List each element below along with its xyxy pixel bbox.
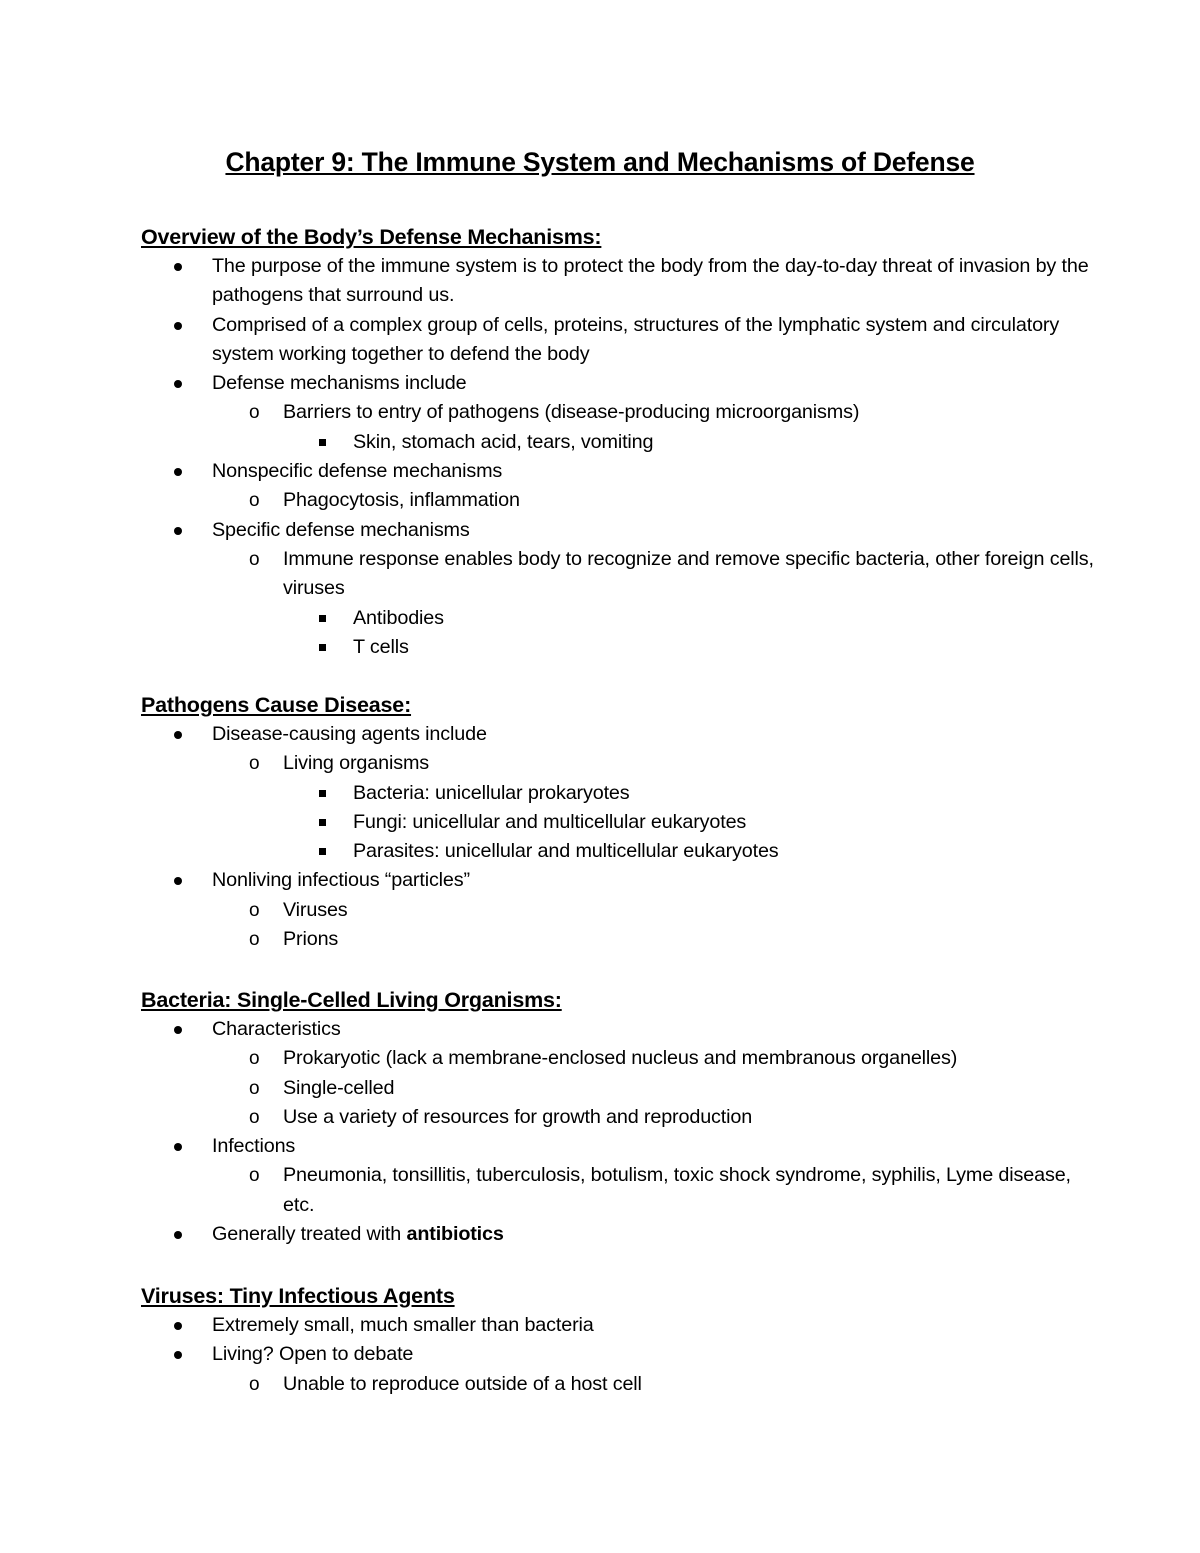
bullet-list — [141, 1311, 1101, 1399]
bullet-circle-icon: o — [249, 929, 260, 951]
list-item-level-1 — [141, 720, 1101, 749]
section-pathogens — [141, 690, 1101, 954]
bullet-list — [141, 252, 1101, 662]
list-item-level-1 — [141, 252, 1101, 311]
list-item-text: Disease-causing agents include — [212, 723, 487, 745]
list-item-text: Skin, stomach acid, tears, vomiting — [353, 430, 654, 453]
list-item-text: Defense mechanisms include — [212, 372, 467, 395]
list-item-text: Comprised of a complex group of cells, proteins, structures of the lymphatic system and circulatory system working together to defend the body — [212, 313, 1060, 365]
list-item-level-2 — [141, 1161, 1101, 1220]
list-item-text: Barriers to entry of pathogens (disease-producing microorganisms) — [283, 401, 860, 424]
list-item-level-3 — [141, 604, 1101, 633]
list-item-level-2 — [141, 398, 1101, 427]
list-item-text: Nonliving infectious “particles” — [212, 869, 470, 892]
list-item-text: Nonspecific defense mechanisms — [212, 460, 503, 483]
list-item-text: Extremely small, much smaller than bacteria — [212, 1314, 594, 1336]
bullet-list — [141, 720, 1101, 954]
list-item-text: Use a variety of resources for growth and reproduction — [283, 1105, 753, 1128]
list-item-level-3 — [141, 633, 1101, 662]
list-item-text: Infections — [212, 1135, 296, 1158]
list-item-text: Living organisms — [283, 752, 430, 775]
list-item-level-1 — [141, 1132, 1101, 1161]
list-item-level-2 — [141, 486, 1101, 515]
bullet-circle-icon: o — [249, 1077, 260, 1099]
list-item-level-2 — [141, 1074, 1101, 1103]
list-item-bold-text: antibiotics — [406, 1223, 504, 1246]
section-heading: Viruses: Tiny Infectious Agents — [141, 1284, 455, 1308]
section-viruses — [141, 1281, 1101, 1399]
bullet-circle-icon: o — [249, 1106, 260, 1128]
list-item-text: The purpose of the immune system is to protect the body from the day-to-day threat of invasion by the pathogens that surround us. — [212, 255, 1089, 307]
list-item-level-2 — [141, 1103, 1101, 1132]
list-item-level-1 — [141, 311, 1101, 370]
section-heading: Overview of the Body’s Defense Mechanisms: — [141, 225, 602, 249]
list-item-text: Unable to reproduce outside of a host cell — [283, 1372, 642, 1395]
list-item-text: Prions — [283, 928, 339, 951]
list-item-level-1 — [141, 1220, 1101, 1249]
bullet-circle-icon: o — [249, 1165, 260, 1187]
list-item-text: Immune response enables body to recognize and remove specific bacteria, other foreign cells, viruses — [283, 547, 1094, 600]
list-item-text: Antibodies — [353, 606, 444, 629]
list-item-text: Bacteria: unicellular prokaryotes — [353, 781, 630, 804]
list-item-level-1 — [141, 1015, 1101, 1044]
bullet-circle-icon: o — [249, 899, 260, 921]
list-item-text: Phagocytosis, inflammation — [283, 489, 520, 512]
list-item-level-1 — [141, 369, 1101, 398]
list-item-text: T cells — [353, 635, 409, 658]
list-item-text: Specific defense mechanisms — [212, 518, 470, 541]
list-item-level-2 — [141, 1370, 1101, 1399]
list-item-level-2 — [141, 925, 1101, 954]
list-item-text: Fungi: unicellular and multicellular eukaryotes — [353, 810, 747, 833]
list-item-text: Living? Open to debate — [212, 1343, 414, 1366]
list-item-text: Parasites: unicellular and multicellular eukaryotes — [353, 840, 779, 863]
list-item-level-2 — [141, 1044, 1101, 1073]
section-heading: Bacteria: Single-Celled Living Organisms: — [141, 988, 562, 1012]
list-item-text: Generally treated with — [212, 1223, 407, 1246]
list-item-level-3 — [141, 837, 1101, 866]
list-item-text: Prokaryotic (lack a membrane-enclosed nucleus and membranous organelles) — [283, 1047, 958, 1070]
page-title: Chapter 9: The Immune System and Mechanisms of Defense — [225, 147, 975, 177]
bullet-circle-icon: o — [249, 402, 260, 424]
bullet-circle-icon: o — [249, 1048, 260, 1070]
bullet-circle-icon: o — [249, 753, 260, 775]
section-heading: Pathogens Cause Disease: — [141, 693, 412, 717]
bullet-list — [141, 1015, 1101, 1249]
list-item-text: Viruses — [283, 898, 348, 921]
list-item-level-2 — [141, 545, 1101, 604]
list-item-level-2 — [141, 749, 1101, 778]
list-item-level-1 — [141, 516, 1101, 545]
list-item-level-1 — [141, 1311, 1101, 1340]
list-item-level-1 — [141, 1340, 1101, 1369]
bullet-circle-icon: o — [249, 548, 260, 570]
list-item-level-2 — [141, 896, 1101, 925]
list-item-text: Pneumonia, tonsillitis, tuberculosis, botulism, toxic shock syndrome, syphilis, Lyme disease, etc. — [283, 1164, 1071, 1216]
bullet-circle-icon: o — [249, 490, 260, 512]
list-item-text: Single-celled — [283, 1076, 395, 1099]
list-item-level-3 — [141, 808, 1101, 837]
list-item-level-3 — [141, 779, 1101, 808]
section-bacteria — [141, 985, 1101, 1249]
bullet-circle-icon: o — [249, 1373, 260, 1395]
section-overview — [141, 222, 1101, 662]
list-item-level-1 — [141, 866, 1101, 895]
list-item-level-3 — [141, 428, 1101, 457]
list-item-text: Characteristics — [212, 1018, 341, 1040]
list-item-level-1 — [141, 457, 1101, 486]
